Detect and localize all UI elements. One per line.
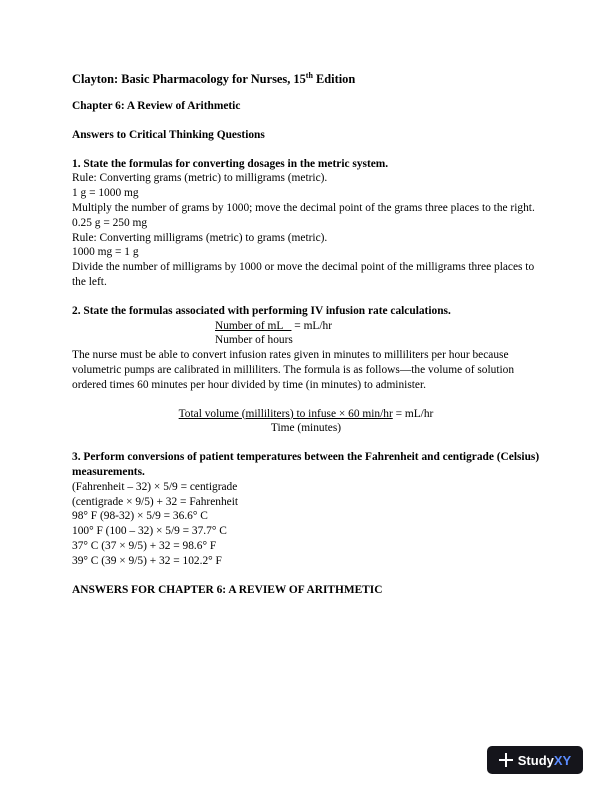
q1-line: Multiply the number of grams by 1000; move the decimal point of the grams three places to the right. (72, 201, 535, 214)
title-text: Clayton: Basic Pharmacology for Nurses, 15 (72, 72, 306, 86)
brand-accent: XY (553, 752, 572, 768)
q3-line: 98° F (98-32) × 5/9 = 36.6° C (72, 510, 208, 523)
document-content (72, 72, 540, 597)
question-2: 2. State the formulas associated with performing IV infusion rate calculations. (72, 304, 451, 317)
question-1-section (72, 157, 540, 290)
plus-icon (499, 753, 513, 767)
q3-line: 39° C (39 × 9/5) + 32 = 102.2° F (72, 554, 222, 567)
q3-line: 37° C (37 × 9/5) + 32 = 98.6° F (72, 539, 217, 552)
title-superscript: th (305, 71, 313, 80)
formula-2-numerator-row (72, 407, 540, 422)
q1-line: Rule: Converting milligrams (metric) to grams (metric). (72, 231, 328, 244)
formula-1-numerator-row (72, 319, 540, 334)
q1-line: Divide the number of milligrams by 1000 or move the decimal point of the milligrams three places to the left. (72, 261, 535, 288)
q3-line: (centigrade × 9/5) + 32 = Fahrenheit (72, 495, 239, 508)
studyxy-badge[interactable] (487, 746, 583, 774)
question-1: 1. State the formulas for converting dosages in the metric system. (72, 157, 389, 170)
chapter-heading: Chapter 6: A Review of Arithmetic (72, 100, 241, 112)
question-3: 3. Perform conversions of patient temperatures between the Fahrenheit and centigrade (Celsius) measurements. (72, 451, 540, 478)
answers-heading: Answers to Critical Thinking Questions (72, 128, 265, 141)
q1-line: 1 g = 1000 mg (72, 187, 139, 200)
final-heading: ANSWERS FOR CHAPTER 6: A REVIEW OF ARITHMETIC (72, 583, 383, 596)
formula-1-rhs: = mL/hr (291, 319, 333, 332)
q1-line: 1000 mg = 1 g (72, 246, 139, 259)
formula-2-rhs: = mL/hr (392, 407, 434, 420)
q1-line: Rule: Converting grams (metric) to milligrams (metric). (72, 172, 328, 185)
q1-line: 0.25 g = 250 mg (72, 216, 148, 229)
document-title (72, 72, 540, 87)
formula-1-denominator: Number of hours (215, 334, 293, 347)
formula-1-numerator: Number of mL (215, 319, 292, 332)
title-edition: Edition (312, 72, 356, 86)
q3-line: 100° F (100 – 32) × 5/9 = 37.7° C (72, 525, 227, 538)
brand-main: Study (517, 752, 554, 768)
q3-line: (Fahrenheit – 32) × 5/9 = centigrade (72, 480, 238, 493)
formula-2-denominator: Time (minutes) (270, 422, 342, 435)
formula-2-numerator: Total volume (milliliters) to infuse × 60 min/hr (178, 407, 393, 420)
q2-paragraph: The nurse must be able to convert infusion rates given in minutes to milliliters per hour because volumetric pumps are calibrated in milliliters. The formula is as follows—the volume of solution ordered times 60 minutes per hour divided by time (in minutes) to administer. (72, 349, 515, 391)
question-2-section (72, 304, 540, 436)
question-3-section (72, 450, 540, 568)
